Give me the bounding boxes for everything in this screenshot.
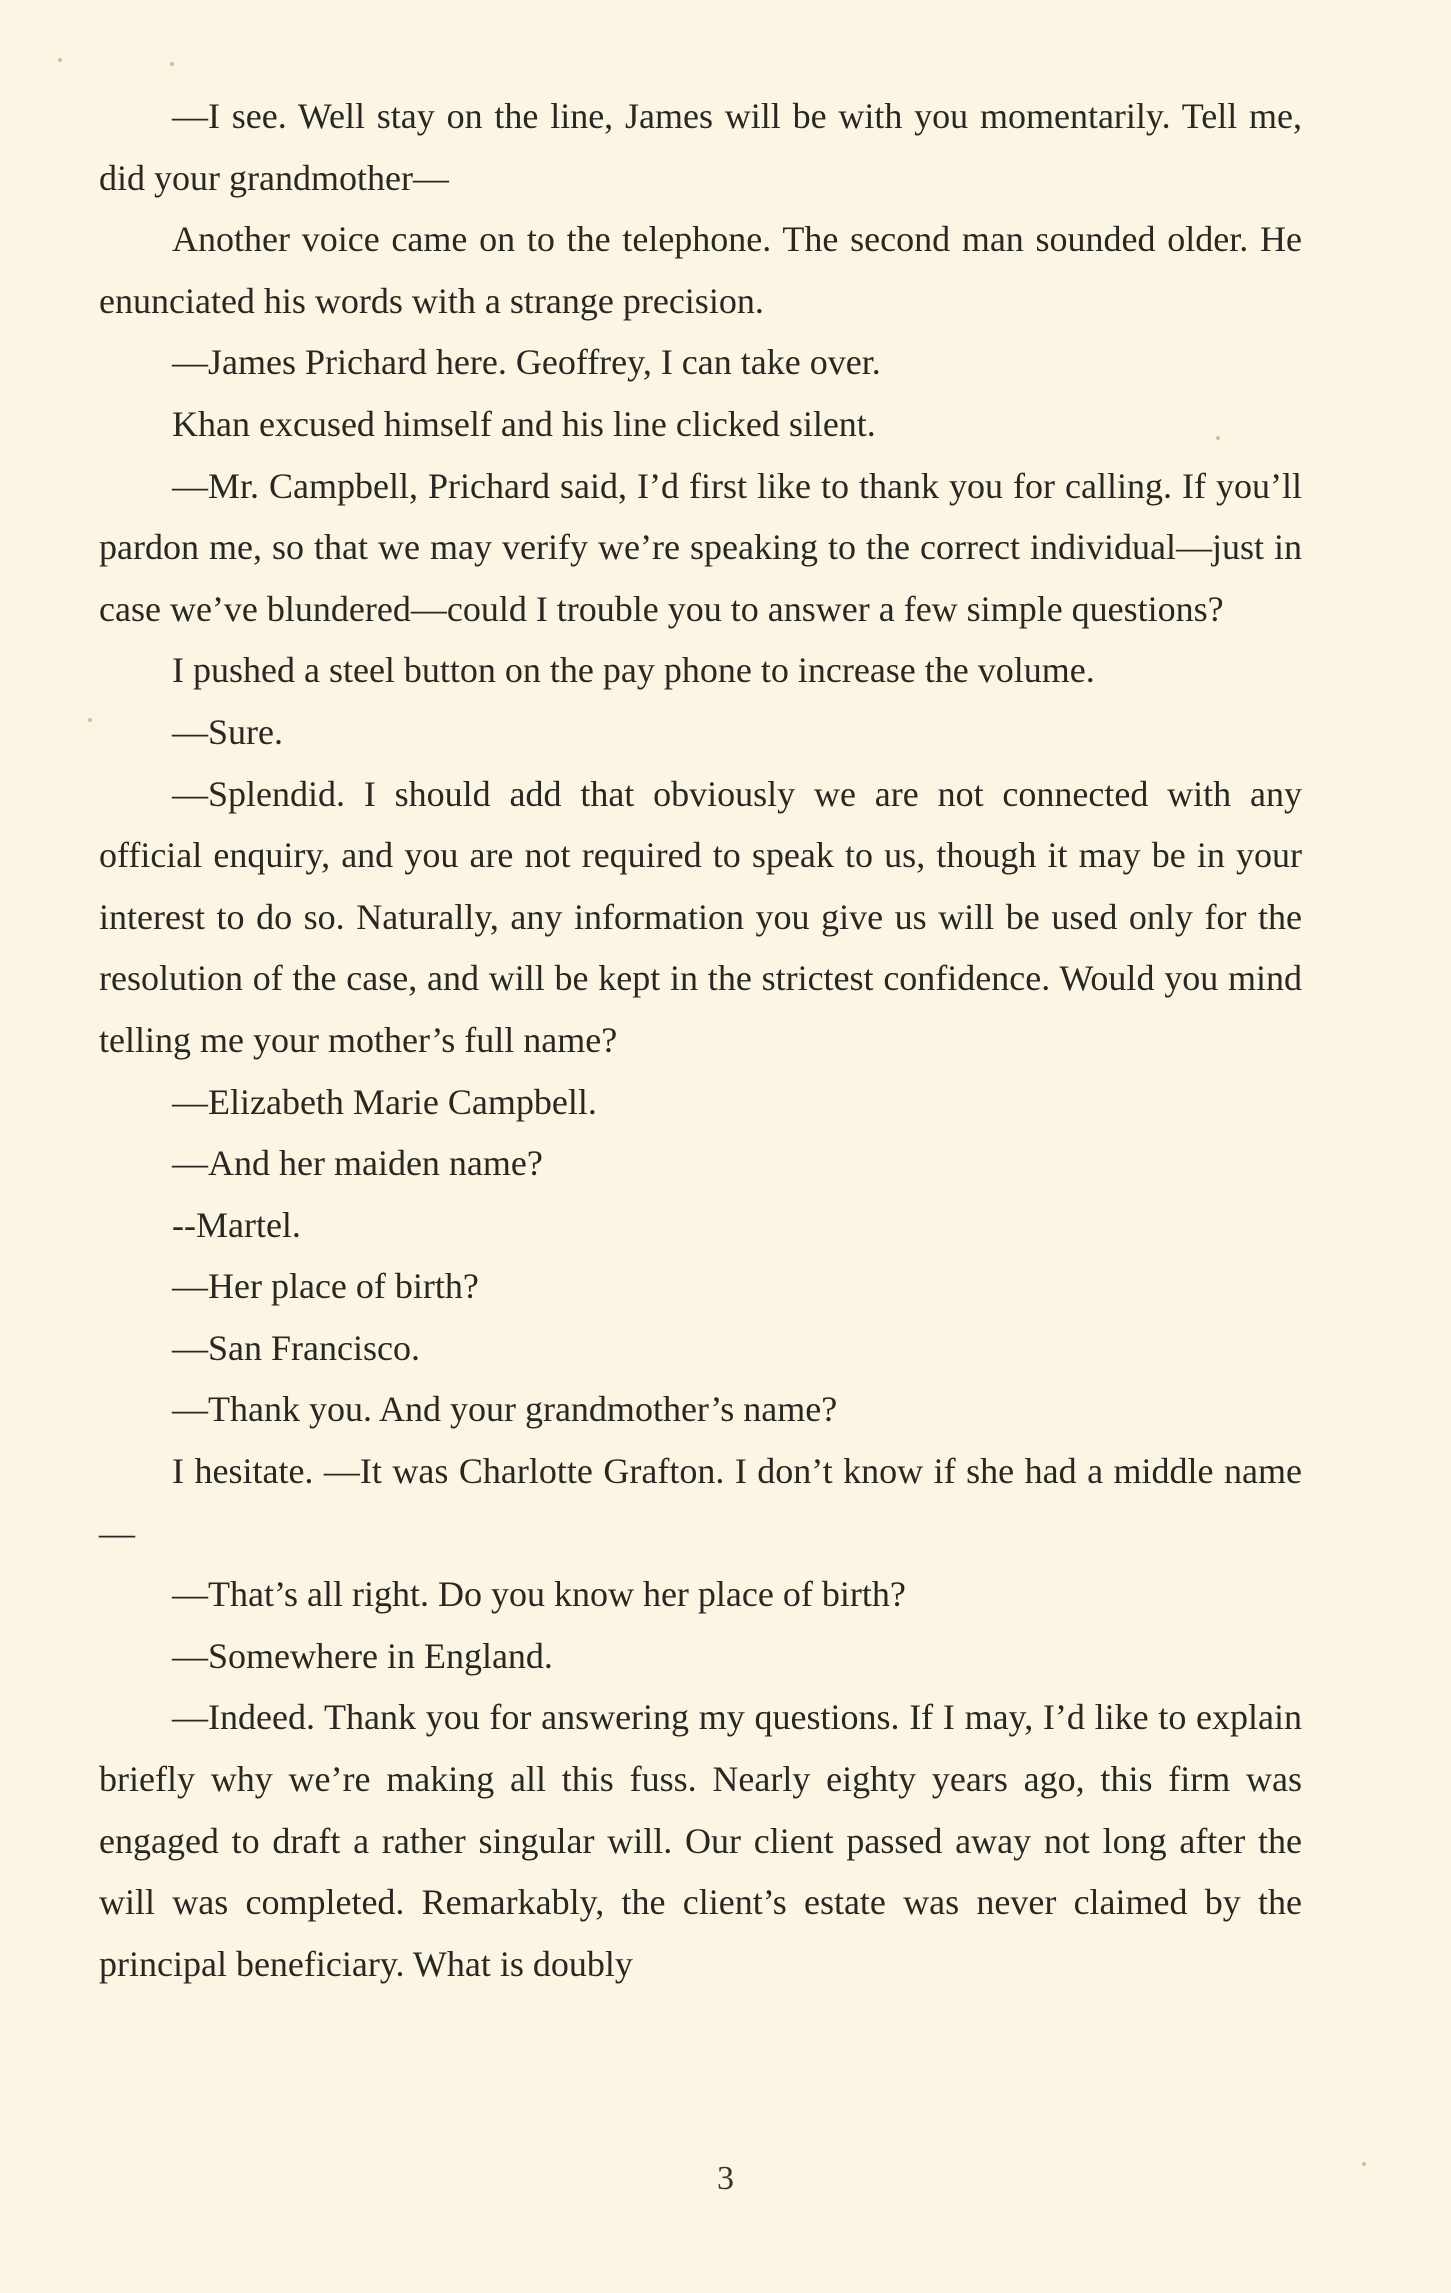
paragraph: I hesitate. —It was Charlotte Grafton. I don’t know if she had a middle name— [99, 1451, 1302, 1553]
paper-speck [170, 62, 174, 66]
paragraph: —San Francisco. [172, 1327, 420, 1368]
paragraph: —Indeed. Thank you for answering my questions. If I may, I’d like to explain briefly why we’re making all this fuss. Nearly eighty years ago, this firm was engaged to draft a rather singular will. Our client passed away not long after the will was completed. Remarkably, the client’s estate was never claimed by the principal beneficiary. What is doubly [99, 1697, 1302, 1984]
paragraph: --Martel. [172, 1204, 301, 1245]
page-number: 3 [717, 2160, 734, 2197]
paragraph: —Elizabeth Marie Campbell. [172, 1081, 597, 1122]
paragraph: Khan excused himself and his line clicked silent. [172, 403, 876, 444]
paragraph: —I see. Well stay on the line, James will be with you momentarily. Tell me, did your grandmother— [99, 96, 1302, 198]
paragraph: —Thank you. And your grandmother’s name? [172, 1389, 838, 1430]
paragraph: —Splendid. I should add that obviously we are not connected with any official enquiry, and you are not required to speak to us, though it may be in your interest to do so. Naturally, any information you give us will be used only for the resolution of the case, and will be kept in the strictest confidence. Would you mind telling me your mother’s full name? [99, 773, 1302, 1060]
paragraph: Another voice came on to the telephone. The second man sounded older. He enunciated his words with a strange precision. [99, 219, 1302, 321]
paragraph: —Mr. Campbell, Prichard said, I’d first like to thank you for calling. If you’ll pardon me, so that we may verify we’re speaking to the correct individual—just in case we’ve blundered—could I trouble you to answer a few simple questions? [99, 465, 1302, 629]
paragraph: —That’s all right. Do you know her place of birth? [172, 1574, 906, 1615]
paper-speck [88, 718, 92, 722]
paragraph: —And her maiden name? [172, 1143, 543, 1184]
paragraph: —Somewhere in England. [172, 1635, 553, 1676]
paragraph: —Sure. [172, 711, 283, 752]
paragraph: —Her place of birth? [172, 1266, 479, 1307]
paragraph: —James Prichard here. Geoffrey, I can take over. [172, 342, 881, 383]
paragraph: I pushed a steel button on the pay phone to increase the volume. [172, 650, 1095, 691]
paper-speck [58, 58, 62, 62]
body-text [99, 86, 1302, 1995]
